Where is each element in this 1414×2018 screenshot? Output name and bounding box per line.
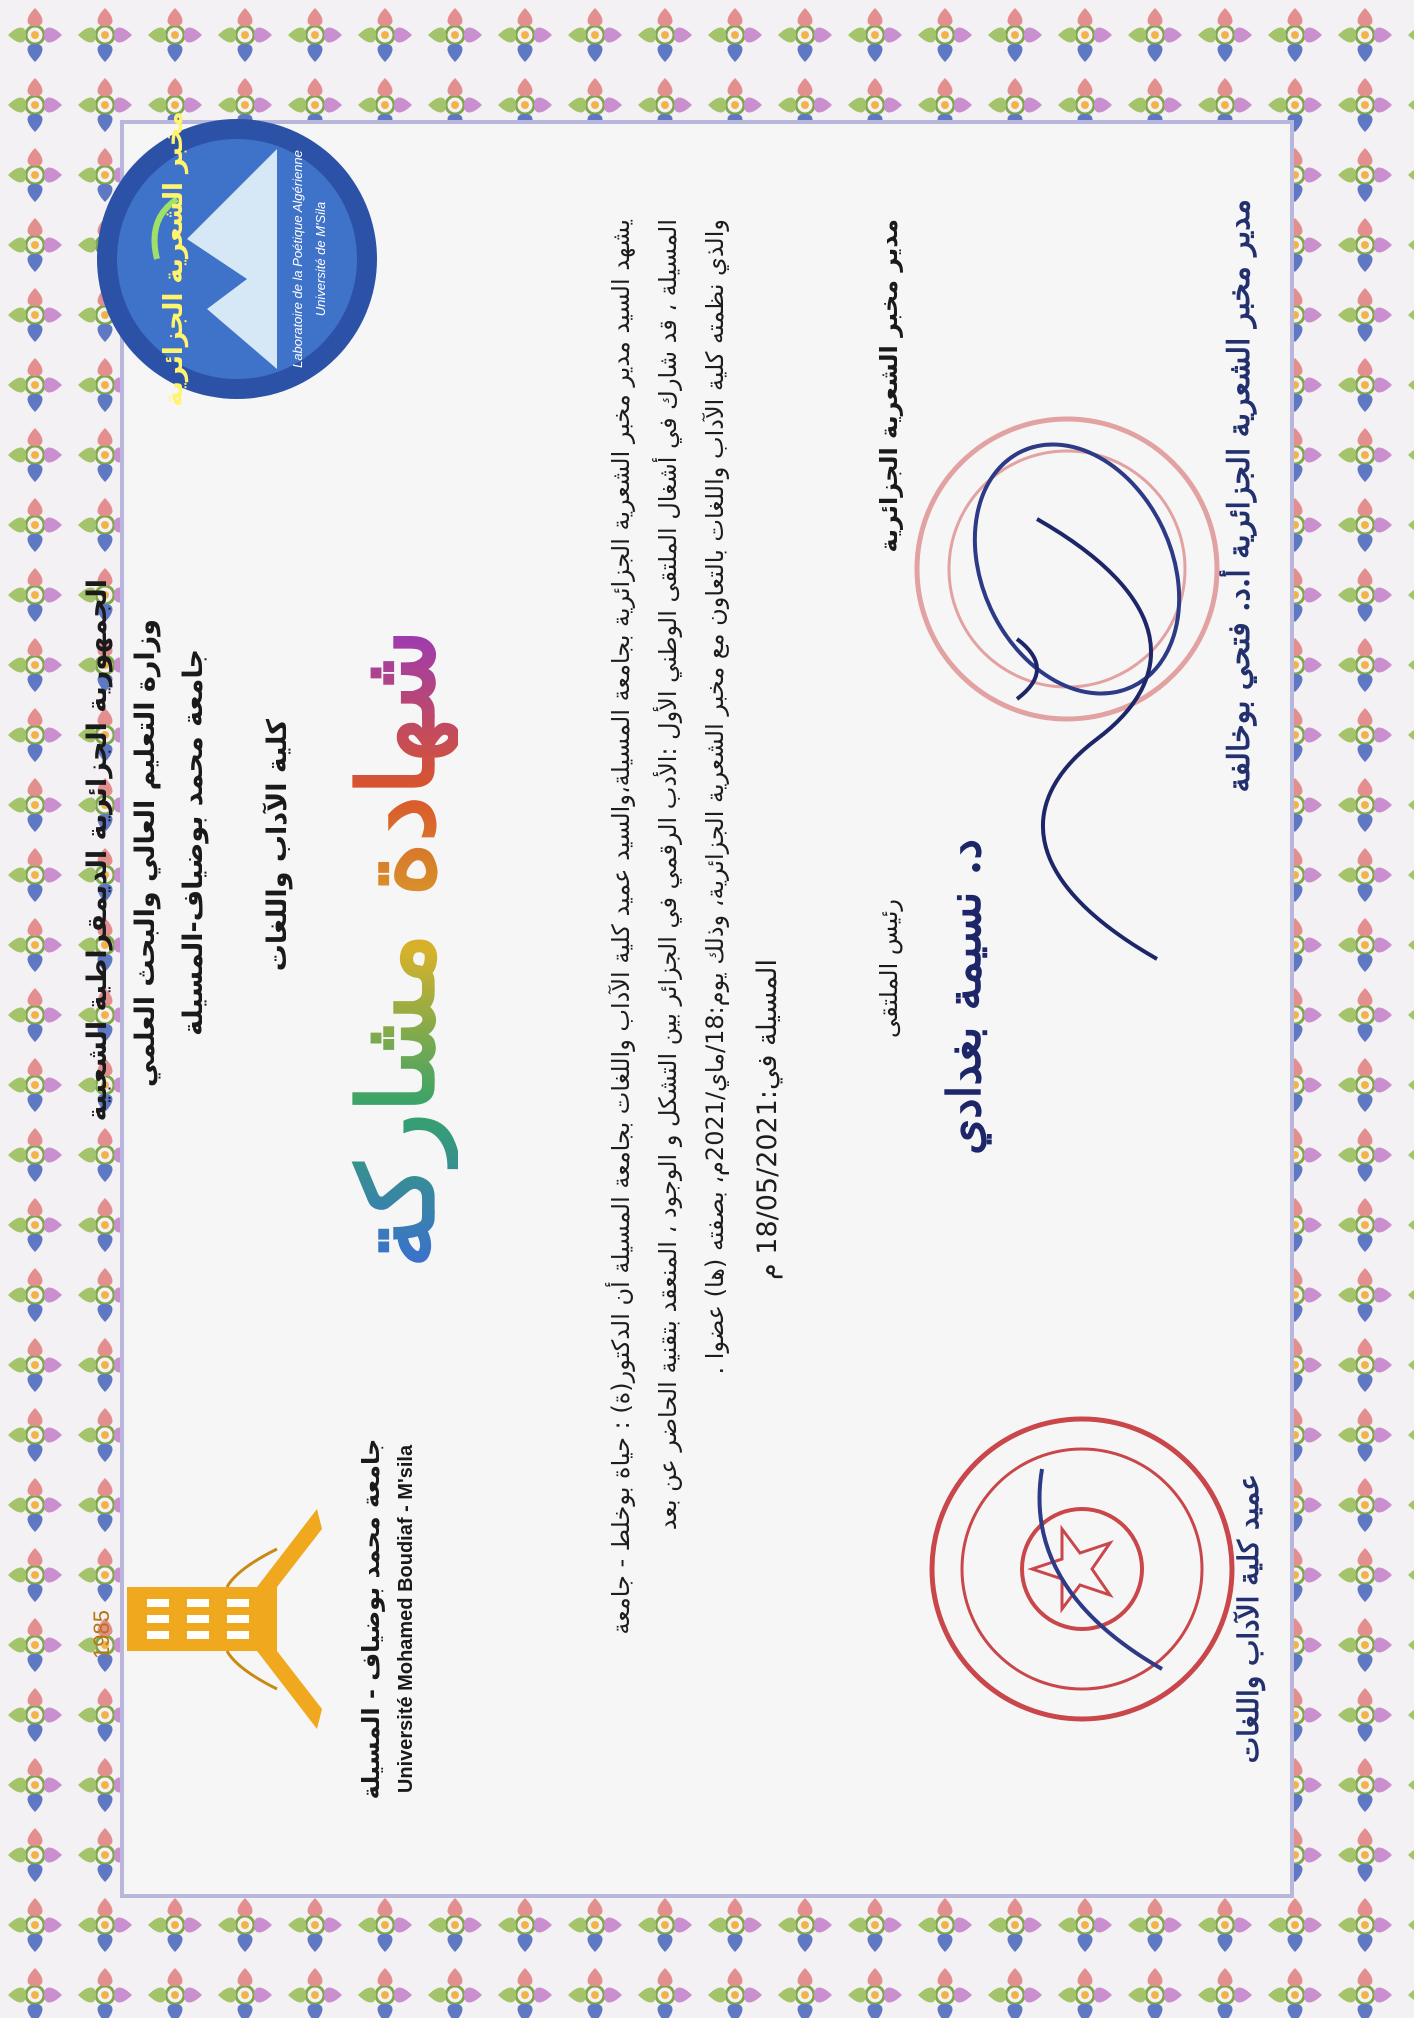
lab-name-fr: Laboratoire de la Poétique Algérienne: [290, 150, 305, 368]
body-line-2: المسيلة ، قد شارك في أشغال الملتقى الوطني الأول :الأدب الرقمي في الجزائر بين التشكل و الوجود ، المنعقد بتقنية الحاضر عن بعد: [654, 219, 682, 1531]
university-logo: [107, 1469, 347, 1769]
faculty-seal-stamp: [922, 1409, 1242, 1729]
university-founding-year: 1985: [89, 1610, 114, 1659]
date-line: المسيلة في:18/05/2021 م: [752, 959, 783, 1281]
header-ministry: وزارة التعليم العالي والبحث العلمي: [130, 619, 161, 1088]
header-university: جامعة محمد بوضياف-المسيلة: [178, 649, 209, 1036]
conference-head-title: رئيس الملتقى: [875, 899, 903, 1038]
lab-sub-fr: Université de M'Sila: [313, 201, 328, 317]
conference-head-signature: [977, 479, 1197, 999]
lab-director-name: مدير مخبر الشعرية الجزائرية أ.د. فتحي بوخالفة: [1222, 199, 1257, 793]
lab-logo: [87, 109, 387, 409]
body-line-3: والذي نظمته كلية الآداب واللغات بالتعاون مع مخبر الشعرية الجزائرية، وذلك يوم:18/ماي/2021م، بصفته (ها) عضوا .: [701, 219, 729, 1375]
certificate-content: [17, 59, 1397, 1959]
dean-stamp-name: عميد كلية الآداب واللغات: [1232, 1474, 1265, 1764]
header-faculty: كلية الآداب واللغات: [262, 719, 293, 972]
conference-head-name: د. نسيمة بغدادي: [937, 839, 991, 1155]
certificate-title: شهادة مشاركة: [335, 629, 458, 1269]
lab-director-title: مدير مخبر الشعرية الجزائرية: [875, 219, 903, 553]
lab-name-ar: مخبر الشعرية الجزائرية: [159, 111, 189, 407]
body-line-1: يشهد السيد مدير مخبر الشعرية الجزائرية بجامعة المسيلة،والسيد عميد كلية الآداب واللغات بجامعة المسيلة أن الدكتور(ة) : حياة بوخلط - جامعة: [607, 219, 635, 1635]
university-name-fr: Université Mohamed Boudiaf - M'sila: [395, 1444, 417, 1794]
university-name-ar: جامعة محمد بوضياف - المسيلة: [357, 1438, 385, 1800]
header-republic: الجمهورية الجزائرية الديمقراطية الشعبية: [82, 579, 113, 1122]
